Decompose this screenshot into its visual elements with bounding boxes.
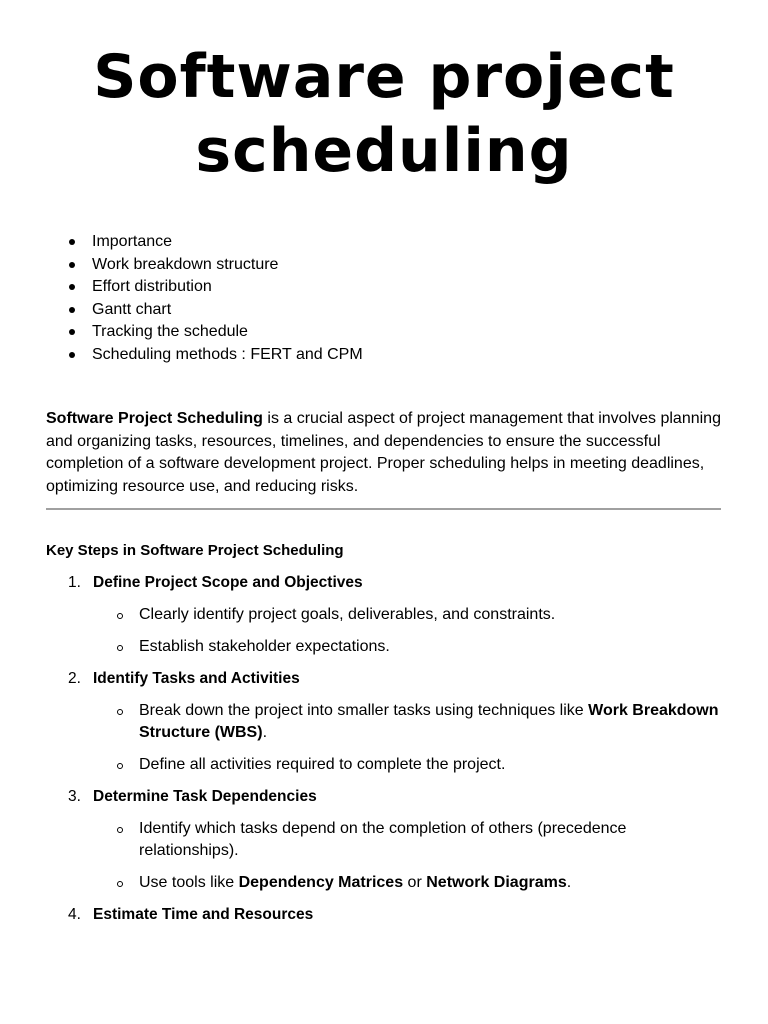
horizontal-divider bbox=[46, 508, 721, 510]
step-title-text: Define Project Scope and Objectives bbox=[93, 574, 363, 591]
step-title bbox=[46, 904, 726, 926]
bullet-icon bbox=[69, 307, 75, 313]
circle-bullet-icon bbox=[117, 881, 123, 887]
topic-label: Scheduling methods : FERT and CPM bbox=[92, 345, 363, 363]
substep-item bbox=[46, 754, 726, 776]
step-item bbox=[46, 904, 726, 926]
steps-list bbox=[46, 572, 726, 926]
circle-bullet-icon bbox=[117, 613, 123, 619]
title-line-2: scheduling bbox=[195, 116, 573, 186]
substep-list bbox=[46, 700, 726, 776]
step-number: 4. bbox=[68, 906, 81, 923]
substep-item bbox=[46, 872, 726, 894]
step-title-text: Identify Tasks and Activities bbox=[93, 670, 300, 687]
substep-text-mid: or bbox=[403, 874, 427, 891]
substep-bold-term: Dependency Matrices bbox=[238, 874, 404, 891]
substep-text: Define all activities required to complete the project. bbox=[139, 756, 506, 773]
substep-text: Use tools like bbox=[139, 874, 239, 891]
bullet-icon bbox=[69, 329, 75, 335]
topic-item bbox=[46, 321, 363, 344]
substep-item bbox=[46, 818, 726, 862]
topic-item bbox=[46, 276, 363, 299]
substep-text-end: . bbox=[262, 724, 268, 741]
topic-label: Effort distribution bbox=[92, 278, 212, 295]
substep-bold-term: Work Breakdown Structure (WBS) bbox=[139, 702, 719, 741]
circle-bullet-icon bbox=[117, 827, 123, 833]
substep-bold-term-2: Network Diagrams bbox=[426, 874, 567, 891]
bullet-icon bbox=[69, 262, 75, 268]
substep-text: Break down the project into smaller tasks using techniques like bbox=[139, 702, 589, 719]
topic-label: Tracking the schedule bbox=[92, 323, 248, 340]
topic-item bbox=[46, 231, 363, 254]
intro-text: is a crucial aspect of project management that involves planning and organizing tasks, resources, timelines, and dependencies to ensure the successful completion of a software development project. Proper scheduling helps in meeting deadlines, optimizing resource use, and reducing risks. bbox=[46, 410, 721, 495]
topic-item bbox=[46, 344, 363, 367]
circle-bullet-icon bbox=[117, 645, 123, 651]
substep-item bbox=[46, 636, 726, 658]
topic-label: Work breakdown structure bbox=[92, 255, 279, 273]
substep-text: Establish stakeholder expectations. bbox=[139, 638, 390, 655]
step-number: 1. bbox=[68, 574, 81, 591]
circle-bullet-icon bbox=[117, 763, 123, 769]
topic-item bbox=[46, 299, 363, 322]
substep-item bbox=[46, 604, 726, 626]
substep-text-end: . bbox=[566, 874, 572, 891]
step-title-text: Estimate Time and Resources bbox=[93, 906, 314, 923]
step-title bbox=[46, 668, 726, 690]
step-item bbox=[46, 668, 726, 776]
step-item bbox=[46, 572, 726, 658]
substep-list bbox=[46, 604, 726, 658]
bullet-icon bbox=[69, 239, 75, 245]
bullet-icon bbox=[69, 284, 75, 290]
step-number: 2. bbox=[68, 670, 81, 687]
title-line-1: Software project bbox=[93, 42, 675, 112]
bullet-icon bbox=[69, 352, 75, 358]
topic-label: Importance bbox=[92, 233, 173, 250]
circle-bullet-icon bbox=[117, 709, 123, 715]
step-title bbox=[46, 572, 726, 594]
substep-list bbox=[46, 818, 726, 894]
step-item bbox=[46, 786, 726, 894]
step-title bbox=[46, 786, 726, 808]
topic-label: Gantt chart bbox=[92, 300, 172, 318]
intro-paragraph bbox=[46, 408, 726, 498]
topic-item bbox=[46, 254, 363, 277]
step-number: 3. bbox=[68, 788, 81, 805]
substep-item bbox=[46, 700, 726, 744]
intro-bold-term: Software Project Scheduling bbox=[46, 410, 263, 427]
key-steps-heading: Key Steps in Software Project Scheduling bbox=[46, 542, 344, 559]
substep-text: Clearly identify project goals, deliverables, and constraints. bbox=[139, 606, 556, 623]
substep-text: Identify which tasks depend on the completion of others (precedence relationships). bbox=[139, 820, 627, 859]
topic-list bbox=[46, 231, 363, 366]
step-title-text: Determine Task Dependencies bbox=[93, 788, 317, 805]
page-title bbox=[0, 40, 768, 188]
